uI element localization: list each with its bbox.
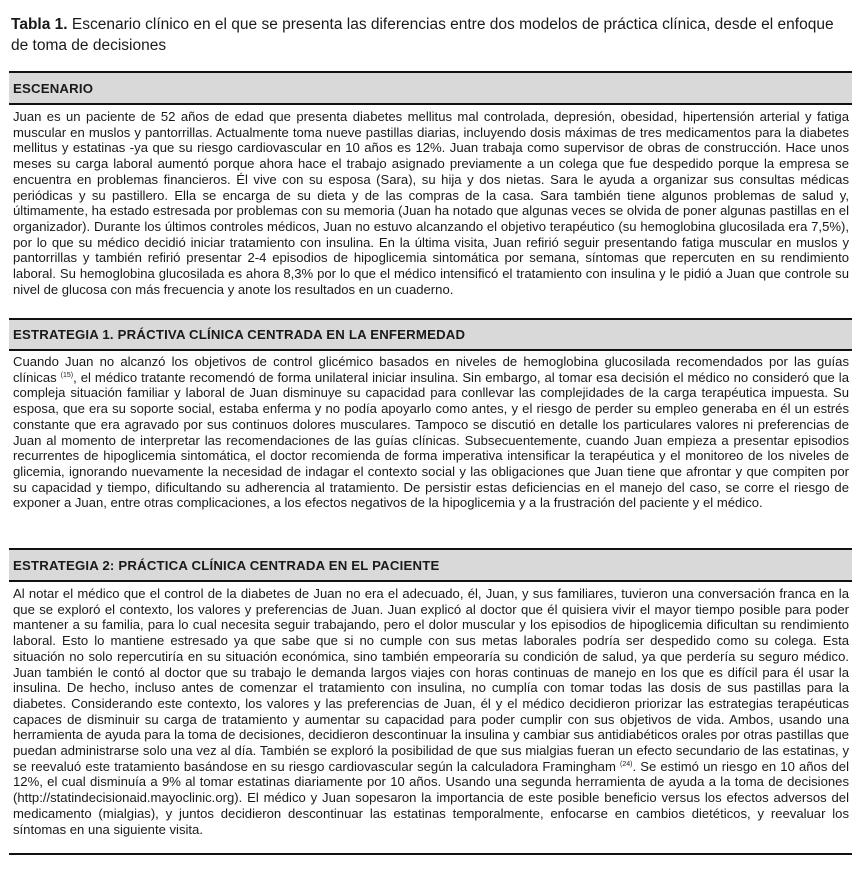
- paragraph-part-a: Cuando Juan no alcanzó los objetivos de control glicémico basados en niveles de hemoglobina glucosilada recomendados por las guías clínicas: [13, 354, 849, 385]
- table-bottom-rule: [9, 853, 852, 855]
- table-caption: [11, 14, 851, 56]
- citation-reference: (15): [60, 371, 74, 379]
- section-estrategia-1: [9, 318, 852, 550]
- citation-reference: (24): [619, 760, 633, 768]
- paragraph-part-b: . Se estimó un riesgo en 10 años del 12%, el cual disminuía a 9% al tomar estatinas diariamente por 10 años. Usando una segunda herramienta de ayuda a la toma de decisiones (http://statindecisionaid.mayoclinic.org). El médico y Juan sopesaron la importancia de este posible beneficio versus los efectos adversos del medicamento (mialgias), y juntos decidieron descontinuar las estatinas temporalmente, enfocarse en cambios dietéticos, y reevaluar los síntomas en una siguiente visita.: [13, 758, 849, 837]
- section-estrategia-2: [9, 548, 852, 855]
- section-heading-estrategia-1: ESTRATEGIA 1. PRÁCTIVA CLÍNICA CENTRADA EN LA ENFERMEDAD: [9, 320, 852, 349]
- paragraph-part-b: , el médico tratante recomendó de forma unilateral iniciar insulina. Sin embargo, al tomar esa decisión el médico no consideró que la compleja situación familiar y laboral de Juan disminuye su capacidad para conllevar las complejidades de la carga terapéutica impuesta. Su esposa, que era su soporte social, estaba enferma y no podía apoyarlo como antes, y el riesgo de perder su empleo generaba en él un estrés constante que era agravado por sus continuos dolores musculares. Tampoco se discutió en detalle los particulares valores ni preferencias de Juan al momento de interpretar las recomendaciones de las guías clínicas. Subsecuentemente, cuando Juan empieza a presentar episodios recurrentes de hipoglicemia sintomática, el doctor recomienda de forma imperativa intensificar la terapéutica y el monitoreo de los niveles de glicemia, ignorando nuevamente la necesidad de indagar el contexto social y las obligaciones que Juan tiene que afrontar y que compiten por su capacidad y tiempo, dificultando su adherencia al tratamiento. De persistir estas deficiencias en el manejo del caso, se corre el riesgo de exponer a Juan, entre otras complicaciones, a los efectos negativos de la hipoglicemia y a la frustración del paciente y el médico.: [13, 369, 849, 511]
- section-text-estrategia-2: [9, 582, 852, 853]
- paragraph-part-a: Al notar el médico que el control de la diabetes de Juan no era el adecuado, él, Juan, y sus familiares, tuvieron una conversación franca en la que se exploró el contexto, los valores y preferencias de Juan. Juan explicó al doctor que él quisiera vivir el mayor tiempo posible para poder mantener a su familia, para lo cual necesita seguir trabajando, pero el dolor muscular y los episodios de hipoglicemia dificultan su rendimiento laboral. Esto lo mantiene estresado ya que sabe que si no cumple con sus metas laborales podría ser despedido como su colega. Esta situación no solo repercutiría en su situación económica, sino también empeoraría su condición de salud, ya que perdería su seguro médico. Juan también le contó al doctor que su trabajo le demanda largos viajes con horas continuas de manejo en los que es difícil para él usar la insulina. De hecho, incluso antes de comenzar el tratamiento con insulina, no cumplía con tomar todas las dosis de sus pastillas para la diabetes. Considerando este contexto, los valores y las preferencias de Juan, él y el médico decidieron priorizar las estrategias terapéuticas capaces de disminuir su carga de tratamiento y aumentar su capacidad para poder cumplir con sus objetivos de vida. Ambos, usando una herramienta de ayuda para la toma de decisiones, decidieron descontinuar la insulina y cambiar sus antidiabéticos orales por otras pastillas que puedan administrarse solo una vez al día. También se exploró la posibilidad de que sus mialgias fueran un efecto secundario de las estatinas, y se reevaluó este tratamiento basándose en su riesgo cardiovascular según la calculadora Framingham: [13, 586, 849, 774]
- section-text-estrategia-1: [9, 351, 852, 550]
- table-caption-label: Tabla 1.: [11, 16, 68, 33]
- section-text-escenario: Juan es un paciente de 52 años de edad que presenta diabetes mellitus mal controlada, depresión, obesidad, hipertensión arterial y fatiga muscular en muslos y pantorrillas. Actualmente toma nueve pastillas diarias, incluyendo dosis máximas de tres medicamentos para la diabetes mellitus y estatinas -ya que su riesgo cardiovascular en 10 años es 12%. Juan trabaja como supervisor de obras de construcción. Hace unos meses su carga laboral aumentó porque ahora hace el trabajo asignado previamente a un colega que fue despedido porque la empresa se encuentra en problemas financieros. Él vive con su esposa (Sara), su hija y dos nietas. Sara le ayuda a organizar sus consultas médicas periódicas y su pastillero. Ella se encarga de su dieta y de las compras de la casa. Sara también tiene algunos problemas de salud y, últimamente, ha estado estresada por problemas con su memoria (Juan ha notado que algunas veces se olvida de poner algunas pastillas en el organizador). Durante los últimos controles médicos, Juan no estuvo alcanzando el objetivo terapéutico (su hemoglobina glucosilada era 7,5%), por lo que su médico decidió iniciar tratamiento con insulina. En la última visita, Juan refirió seguir presentando fatiga muscular en muslos y pantorrillas y también refirió presentar 2-4 episodios de hipoglicemia sintomática por semana, síntomas que repercuten en su rendimiento laboral. Su hemoglobina glucosilada es ahora 8,3% por lo que el médico intensificó el tratamiento con insulina y le pidió a Juan que controle su nivel de glucosa con más frecuencia y anote los resultados en un cuaderno.: [13, 109, 849, 297]
- section-heading-estrategia-2: ESTRATEGIA 2: PRÁCTICA CLÍNICA CENTRADA EN EL PACIENTE: [9, 550, 852, 580]
- section-heading-escenario: ESCENARIO: [9, 73, 852, 103]
- section-escenario: [9, 71, 852, 321]
- table-caption-text: Escenario clínico en el que se presenta las diferencias entre dos modelos de práctica clínica, desde el enfoque de toma de decisiones: [11, 16, 834, 54]
